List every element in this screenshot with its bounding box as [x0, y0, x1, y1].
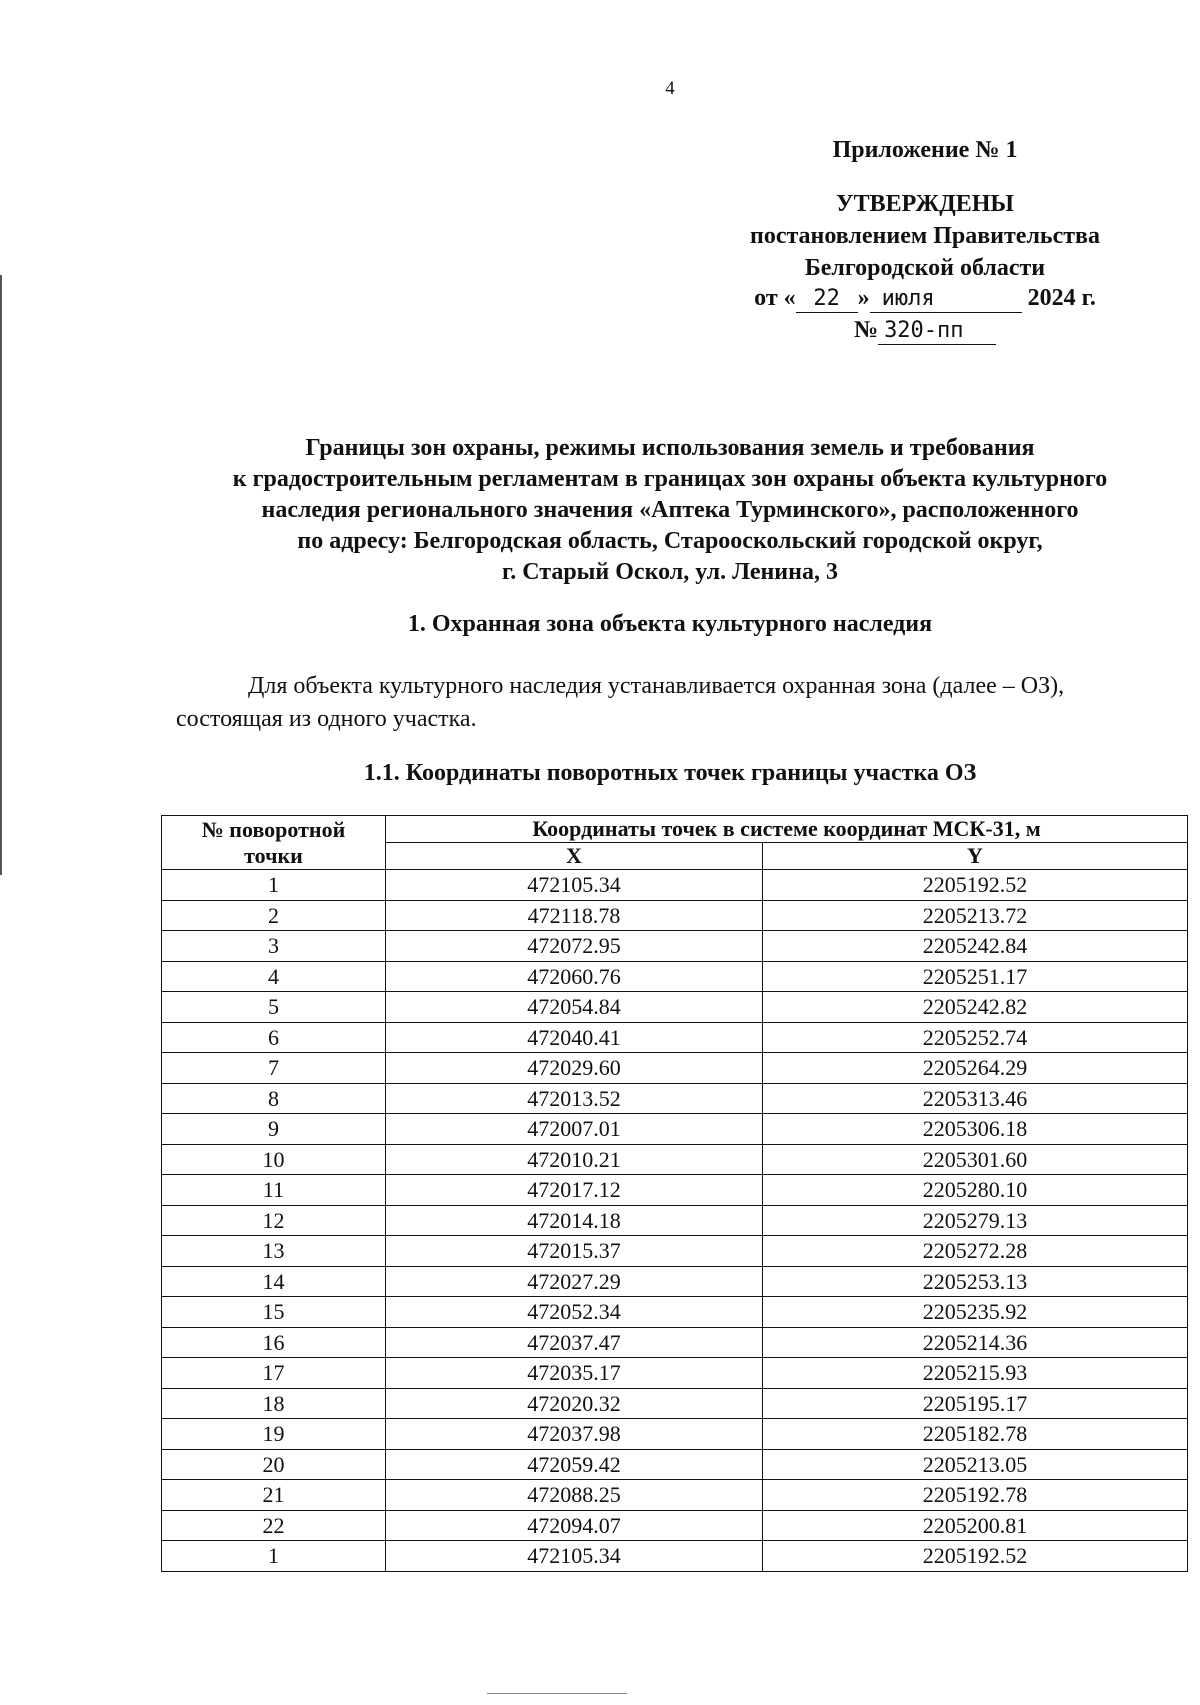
point-cell: 16	[162, 1327, 386, 1358]
section-heading: 1. Охранная зона объекта культурного наследия	[407, 611, 933, 637]
page-number: 4	[665, 78, 675, 99]
title-line: Границы зон охраны, режимы использования земель и требования	[305, 435, 1035, 461]
point-cell: 18	[162, 1388, 386, 1419]
point-cell: 14	[162, 1266, 386, 1297]
x-cell: 472094.07	[386, 1510, 763, 1541]
subsection-heading: 1.1. Координаты поворотных точек границы участка ОЗ	[363, 760, 977, 786]
table-row	[162, 1144, 1188, 1175]
point-cell: 9	[162, 1114, 386, 1145]
y-cell: 2205301.60	[763, 1144, 1188, 1175]
point-cell: 2	[162, 900, 386, 931]
y-cell: 2205182.78	[763, 1419, 1188, 1450]
y-cell: 2205272.28	[763, 1236, 1188, 1267]
table-row	[162, 931, 1188, 962]
bottom-divider	[487, 1693, 627, 1694]
y-cell: 2205215.93	[763, 1358, 1188, 1389]
x-cell: 472059.42	[386, 1449, 763, 1480]
y-cell: 2205306.18	[763, 1114, 1188, 1145]
approved-label: УТВЕРЖДЕНЫ	[836, 191, 1014, 217]
x-cell: 472105.34	[386, 870, 763, 901]
point-cell: 13	[162, 1236, 386, 1267]
x-cell: 472010.21	[386, 1144, 763, 1175]
y-cell: 2205252.74	[763, 1022, 1188, 1053]
table-row	[162, 1083, 1188, 1114]
approved-by-line-2: Белгородской области	[804, 255, 1046, 281]
header-x: X	[386, 843, 763, 870]
point-cell: 17	[162, 1358, 386, 1389]
header-coordinates: Координаты точек в системе координат МСК-31, м	[386, 816, 1188, 843]
x-cell: 472027.29	[386, 1266, 763, 1297]
table-row	[162, 870, 1188, 901]
title-line: наследия регионального значения «Аптека Турминского», расположенного	[261, 497, 1079, 523]
x-cell: 472037.98	[386, 1419, 763, 1450]
table-row	[162, 1175, 1188, 1206]
x-cell: 472007.01	[386, 1114, 763, 1145]
point-cell: 15	[162, 1297, 386, 1328]
table-row	[162, 992, 1188, 1023]
table-row	[162, 1388, 1188, 1419]
y-cell: 2205192.78	[763, 1480, 1188, 1511]
x-cell: 472013.52	[386, 1083, 763, 1114]
point-cell: 1	[162, 1541, 386, 1572]
x-cell: 472054.84	[386, 992, 763, 1023]
scan-edge-line	[0, 275, 2, 875]
approval-date-line	[700, 282, 1150, 314]
x-cell: 472014.18	[386, 1205, 763, 1236]
y-cell: 2205253.13	[763, 1266, 1188, 1297]
point-cell: 20	[162, 1449, 386, 1480]
point-cell: 3	[162, 931, 386, 962]
y-cell: 2205195.17	[763, 1388, 1188, 1419]
header-y: Y	[763, 843, 1188, 870]
table-row	[162, 1510, 1188, 1541]
x-cell: 472040.41	[386, 1022, 763, 1053]
y-cell: 2205192.52	[763, 1541, 1188, 1572]
intro-paragraph	[176, 670, 1176, 736]
title-line: г. Старый Оскол, ул. Ленина, 3	[502, 559, 838, 585]
point-cell: 5	[162, 992, 386, 1023]
x-cell: 472035.17	[386, 1358, 763, 1389]
point-cell: 11	[162, 1175, 386, 1206]
approved-by-line-1: постановлением Правительства	[749, 223, 1100, 249]
paragraph-line: состоящая из одного участка.	[176, 706, 477, 732]
x-cell: 472029.60	[386, 1053, 763, 1084]
coordinates-table	[161, 815, 1188, 1572]
table-row	[162, 1297, 1188, 1328]
y-cell: 2205242.82	[763, 992, 1188, 1023]
y-cell: 2205280.10	[763, 1175, 1188, 1206]
table-row	[162, 1480, 1188, 1511]
table-row	[162, 961, 1188, 992]
y-cell: 2205235.92	[763, 1297, 1188, 1328]
table-row	[162, 1266, 1188, 1297]
y-cell: 2205313.46	[763, 1083, 1188, 1114]
table-row	[162, 1205, 1188, 1236]
x-cell: 472105.34	[386, 1541, 763, 1572]
date-day-field: 22	[796, 286, 858, 313]
table-row	[162, 1358, 1188, 1389]
point-cell: 8	[162, 1083, 386, 1114]
x-cell: 472037.47	[386, 1327, 763, 1358]
y-cell: 2205213.05	[763, 1449, 1188, 1480]
point-cell: 7	[162, 1053, 386, 1084]
approval-number-line	[700, 314, 1150, 346]
x-cell: 472118.78	[386, 900, 763, 931]
y-cell: 2205192.52	[763, 870, 1188, 901]
x-cell: 472060.76	[386, 961, 763, 992]
point-cell: 4	[162, 961, 386, 992]
y-cell: 2205200.81	[763, 1510, 1188, 1541]
table-row	[162, 1053, 1188, 1084]
y-cell: 2205279.13	[763, 1205, 1188, 1236]
x-cell: 472017.12	[386, 1175, 763, 1206]
x-cell: 472088.25	[386, 1480, 763, 1511]
header-point-line: № поворотной	[201, 816, 346, 842]
paragraph-line: Для объекта культурного наследия устанавливается охранная зона (далее – ОЗ),	[248, 673, 1065, 699]
y-cell: 2205264.29	[763, 1053, 1188, 1084]
point-cell: 22	[162, 1510, 386, 1541]
date-year: 2024 г.	[1027, 285, 1096, 311]
title-line: к градостроительным регламентам в границах зон охраны объекта культурного	[232, 466, 1108, 492]
table-row	[162, 1449, 1188, 1480]
x-cell: 472015.37	[386, 1236, 763, 1267]
x-cell: 472020.32	[386, 1388, 763, 1419]
table-row	[162, 1541, 1188, 1572]
appendix-label: Приложение № 1	[832, 137, 1018, 163]
point-cell: 10	[162, 1144, 386, 1175]
y-cell: 2205213.72	[763, 900, 1188, 931]
point-cell: 6	[162, 1022, 386, 1053]
approval-number-field: 320-пп	[878, 318, 996, 345]
y-cell: 2205214.36	[763, 1327, 1188, 1358]
table-row	[162, 900, 1188, 931]
document-title	[120, 433, 1200, 588]
table-row	[162, 1327, 1188, 1358]
point-cell: 21	[162, 1480, 386, 1511]
point-cell: 1	[162, 870, 386, 901]
header-point-line: точки	[244, 842, 303, 868]
header-point-number	[162, 816, 386, 870]
point-cell: 19	[162, 1419, 386, 1450]
date-quote-close: »	[857, 285, 870, 311]
table-row	[162, 1114, 1188, 1145]
date-prefix: от «	[754, 285, 796, 311]
approval-block	[700, 134, 1150, 346]
table-row	[162, 1236, 1188, 1267]
x-cell: 472072.95	[386, 931, 763, 962]
table-row	[162, 1419, 1188, 1450]
table-body	[162, 870, 1188, 1572]
y-cell: 2205251.17	[763, 961, 1188, 992]
y-cell: 2205242.84	[763, 931, 1188, 962]
date-month-field: июля	[870, 286, 1022, 313]
title-line: по адресу: Белгородская область, Старооскольский городской округ,	[297, 528, 1043, 554]
table-row	[162, 1022, 1188, 1053]
point-cell: 12	[162, 1205, 386, 1236]
x-cell: 472052.34	[386, 1297, 763, 1328]
number-prefix: №	[853, 317, 879, 343]
